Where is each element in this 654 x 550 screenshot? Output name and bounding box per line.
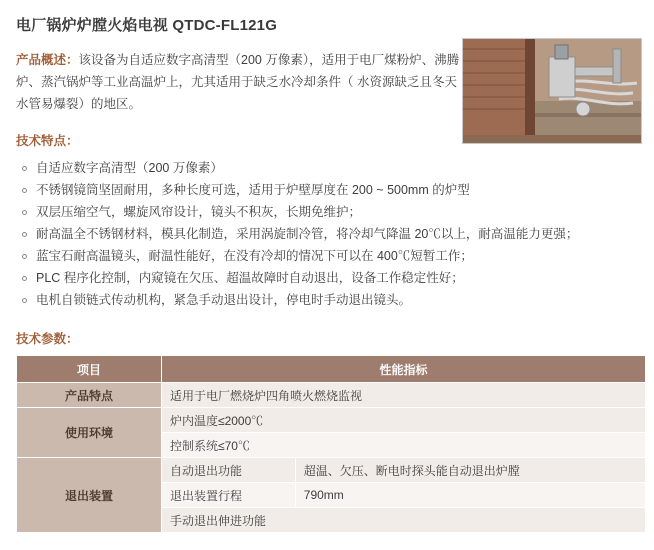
- specs-heading: 技术参数：: [16, 332, 79, 346]
- footer-spacer: [12, 533, 642, 543]
- row-value-detail: 790mm: [295, 483, 645, 508]
- row-value: 适用于电厂燃烧炉四角喷火燃烧监视: [162, 383, 646, 408]
- overview-label: 产品概述：: [16, 53, 79, 67]
- list-item: 耐高温全不锈钢材料，模具化制造，采用涡旋制冷管，将冷却气降温 20℃以上，耐高温能力更强；: [20, 223, 642, 245]
- overview-text: 该设备为自适应数字高清型（200 万像素），适用于电厂煤粉炉、沸腾炉、蒸汽锅炉等工业高温炉上，尤其适用于缺乏水冷却条件（ 水资源缺乏且冬天水管易爆裂）的地区。: [16, 53, 460, 111]
- row-value-detail: 超温、欠压、断电时探头能自动退出炉膛: [295, 458, 645, 483]
- product-overview: [16, 49, 468, 115]
- table-header-spec: 性能指标: [162, 356, 646, 383]
- table-row: [17, 458, 646, 483]
- features-list: [12, 157, 642, 311]
- row-label: 使用环境: [17, 408, 162, 458]
- list-item: PLC 程序化控制，内窥镜在欠压、超温故障时自动退出，设备工作稳定性好；: [20, 267, 642, 289]
- row-label: 退出装置: [17, 458, 162, 533]
- list-item: 双层压缩空气，螺旋风帘设计，镜头不积灰，长期免维护；: [20, 201, 642, 223]
- row-label: 产品特点: [17, 383, 162, 408]
- row-value: 手动退出伸进功能: [162, 508, 646, 533]
- row-value: 炉内温度≤2000℃: [162, 408, 646, 433]
- list-item: 自适应数字高清型（200 万像素）: [20, 157, 642, 179]
- row-value-name: 退出装置行程: [162, 483, 296, 508]
- product-photo: [462, 38, 642, 144]
- spec-table-body: [17, 383, 646, 533]
- list-item: 电机自锁链式传动机构，紧急手动退出设计，停电时手动退出镜头。: [20, 289, 642, 311]
- page-title: 电厂锅炉炉膛火焰电视 QTDC-FL121G: [16, 17, 278, 34]
- features-heading: 技术特点：: [16, 134, 79, 148]
- row-value-name: 自动退出功能: [162, 458, 296, 483]
- table-header-row: [17, 356, 646, 383]
- spec-table-head: [17, 356, 646, 383]
- spec-table: [16, 355, 646, 533]
- table-header-item: 项目: [17, 356, 162, 383]
- table-row: [17, 383, 646, 408]
- table-row: [17, 408, 646, 433]
- list-item: 不锈钢镜筒坚固耐用，多种长度可选，适用于炉壁厚度在 200 ~ 500mm 的炉型: [20, 179, 642, 201]
- list-item: 蓝宝石耐高温镜头，耐温性能好，在没有冷却的情况下可以在 400℃短暂工作；: [20, 245, 642, 267]
- boiler-photo-illustration: [463, 39, 641, 143]
- row-value: 控制系统≤70℃: [162, 433, 646, 458]
